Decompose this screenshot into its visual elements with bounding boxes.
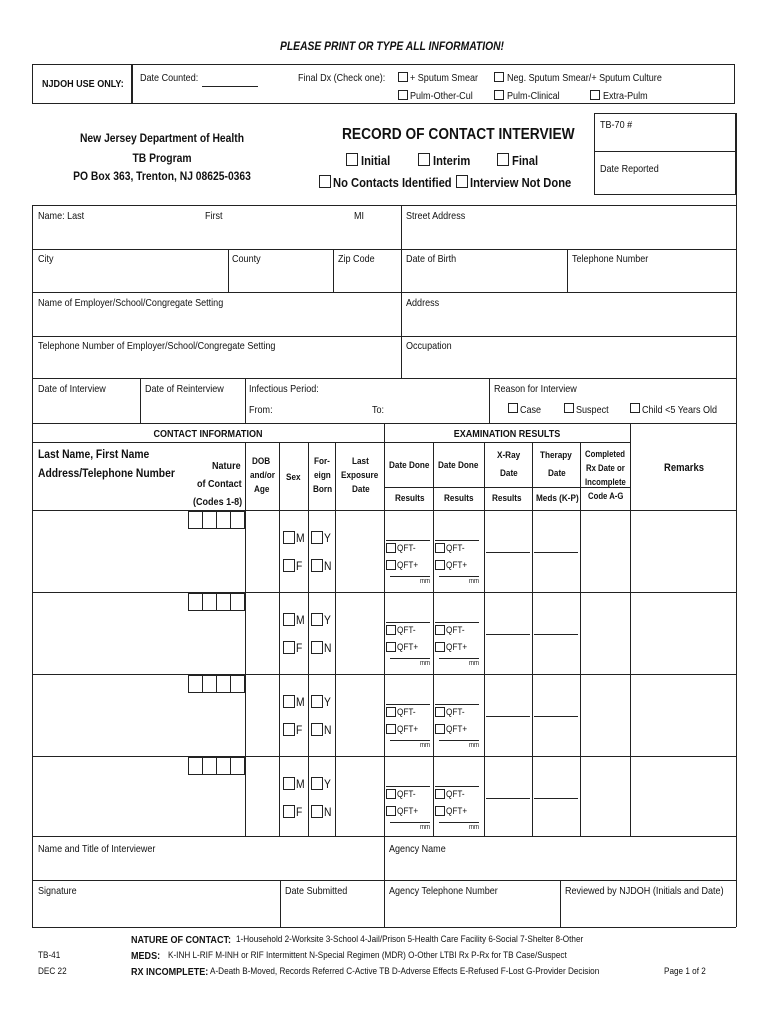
qft-pos-label: QFT+ <box>397 724 419 735</box>
date-reinterview-label: Date of Reinterview <box>145 383 224 395</box>
col-therapy-2: Date <box>548 468 566 479</box>
foreign-no-label: N <box>324 723 332 737</box>
col-nature-3: (Codes 1-8) <box>193 496 243 508</box>
foreign-yes-checkbox[interactable] <box>311 777 323 790</box>
xray-result-line[interactable] <box>486 798 530 799</box>
infectious-period-label: Infectious Period: <box>249 383 319 395</box>
date-counted-label: Date Counted: <box>140 72 199 84</box>
agency-line-1: New Jersey Department of Health <box>79 131 245 145</box>
qft-pos-label: QFT+ <box>446 806 468 817</box>
qft-pos-checkbox[interactable] <box>386 806 396 816</box>
foreign-yes-checkbox[interactable] <box>311 531 323 544</box>
meds-line[interactable] <box>534 798 578 799</box>
xray-result-line[interactable] <box>486 634 530 635</box>
dx-pulm-other-label: Pulm-Other-Cul <box>410 90 473 102</box>
qft-neg-label: QFT- <box>397 707 416 718</box>
qft-neg-label: QFT- <box>446 789 465 800</box>
col-exposure-2: Exposure <box>341 470 379 481</box>
dx-neg-smear-label: Neg. Sputum Smear/+ Sputum Culture <box>507 72 662 84</box>
qft-pos-label: QFT+ <box>397 560 419 571</box>
date-interview-label: Date of Interview <box>38 383 106 395</box>
date-submitted-label: Date Submitted <box>285 885 348 897</box>
zip-code-label: Zip Code <box>338 253 375 265</box>
sex-f-label: F <box>296 723 303 737</box>
reason-child-checkbox[interactable] <box>630 403 640 413</box>
city-label: City <box>38 253 54 265</box>
tb70-label: TB-70 # <box>600 119 633 131</box>
not-done-checkbox[interactable] <box>456 175 468 188</box>
qft-pos-checkbox[interactable] <box>435 806 445 816</box>
col-date-done-1: Date Done <box>389 460 430 471</box>
qft-neg-checkbox[interactable] <box>386 625 396 635</box>
foreign-no-label: N <box>324 805 332 819</box>
meds-line[interactable] <box>534 552 578 553</box>
qft-neg-checkbox[interactable] <box>435 543 445 553</box>
dx-pulm-clinical-checkbox[interactable] <box>494 90 504 100</box>
col-exposure-3: Date <box>352 484 370 495</box>
reason-child-label: Child <5 Years Old <box>642 404 718 416</box>
instruction-text: PLEASE PRINT OR TYPE ALL INFORMATION! <box>280 39 504 53</box>
dx-extra-pulm-checkbox[interactable] <box>590 90 600 100</box>
foreign-no-checkbox[interactable] <box>311 805 323 818</box>
from-label: From: <box>249 404 273 416</box>
sex-m-label: M <box>296 613 305 627</box>
reason-suspect-checkbox[interactable] <box>564 403 574 413</box>
qft-neg-checkbox[interactable] <box>386 789 396 799</box>
col-results-1: Results <box>395 493 425 504</box>
col-date-done-2: Date Done <box>438 460 479 471</box>
col-sex: Sex <box>286 472 301 483</box>
col-results-3: Results <box>492 493 522 504</box>
dx-pulm-clinical-label: Pulm-Clinical <box>507 90 560 102</box>
qft-pos-checkbox[interactable] <box>435 560 445 570</box>
meds-line[interactable] <box>534 634 578 635</box>
qft-neg-label: QFT- <box>397 625 416 636</box>
meds-legend-text: K-INH L-RIF M-INH or RIF Intermittent N-Special Regimen (MDR) O-Other LTBI Rx P-Rx for TB Case/Suspect <box>168 950 567 961</box>
col-xray-2: Date <box>500 468 518 479</box>
final-dx-label: Final Dx (Check one): <box>298 72 386 84</box>
occupation-label: Occupation <box>406 340 452 352</box>
mm-unit: mm <box>420 660 431 667</box>
reason-case-label: Case <box>520 404 542 416</box>
col-name-header-2: Address/Telephone Number <box>38 466 175 480</box>
sex-f-label: F <box>296 641 303 655</box>
mm-unit: mm <box>420 742 431 749</box>
qft-neg-label: QFT- <box>397 543 416 554</box>
qft-pos-label: QFT+ <box>397 642 419 653</box>
form-title: RECORD OF CONTACT INTERVIEW <box>342 126 575 143</box>
sex-m-label: M <box>296 695 305 709</box>
qft-pos-checkbox[interactable] <box>435 642 445 652</box>
col-completed-1: Completed <box>585 449 626 459</box>
date-counted-line[interactable] <box>202 86 258 87</box>
foreign-yes-checkbox[interactable] <box>311 613 323 626</box>
foreign-yes-label: Y <box>324 777 331 791</box>
to-label: To: <box>372 404 385 416</box>
signature-label: Signature <box>38 885 77 897</box>
qft-pos-label: QFT+ <box>446 642 468 653</box>
sex-f-checkbox[interactable] <box>283 641 295 654</box>
col-remarks: Remarks <box>664 462 704 474</box>
telephone-label: Telephone Number <box>572 253 649 265</box>
sex-f-checkbox[interactable] <box>283 559 295 572</box>
qft-pos-label: QFT+ <box>397 806 419 817</box>
col-nature-2: of Contact <box>197 478 242 490</box>
foreign-yes-checkbox[interactable] <box>311 695 323 708</box>
reviewed-label: Reviewed by NJDOH (Initials and Date) <box>565 885 724 897</box>
page-number: Page 1 of 2 <box>664 966 706 977</box>
qft-neg-checkbox[interactable] <box>435 707 445 717</box>
col-dob-2: and/or <box>250 470 275 481</box>
street-address-label: Street Address <box>406 210 466 222</box>
sex-m-checkbox[interactable] <box>283 777 295 790</box>
agency-line-2: TB Program <box>132 151 192 165</box>
not-done-label: Interview Not Done <box>470 175 572 190</box>
agency-line-3: PO Box 363, Trenton, NJ 08625-0363 <box>73 169 251 183</box>
rx-legend-label: RX INCOMPLETE: <box>131 966 209 978</box>
col-results-2: Results <box>444 493 474 504</box>
nature-legend-label: NATURE OF CONTACT: <box>131 934 231 946</box>
agency-name-label: Agency Name <box>389 843 446 855</box>
name-last-label: Name: Last <box>38 210 85 222</box>
employer-phone-label: Telephone Number of Employer/School/Congregate Setting <box>38 340 276 352</box>
qft-pos-label: QFT+ <box>446 560 468 571</box>
dx-extra-pulm-label: Extra-Pulm <box>603 90 648 102</box>
qft-pos-checkbox[interactable] <box>386 724 396 734</box>
qft-pos-checkbox[interactable] <box>386 560 396 570</box>
county-label: County <box>232 253 261 265</box>
first-name-label: First <box>205 210 223 222</box>
col-xray-1: X-Ray <box>497 450 521 461</box>
interviewer-label: Name and Title of Interviewer <box>38 843 156 855</box>
foreign-no-checkbox[interactable] <box>311 559 323 572</box>
initial-label: Initial <box>361 153 391 168</box>
dx-smear-label: + Sputum Smear <box>410 72 479 84</box>
mm-unit: mm <box>420 578 431 585</box>
sex-f-checkbox[interactable] <box>283 805 295 818</box>
col-foreign-2: eign <box>314 470 331 481</box>
interim-label: Interim <box>433 153 471 168</box>
col-meds: Meds (K-P) <box>536 493 579 504</box>
employer-address-label: Address <box>406 297 440 309</box>
xray-result-line[interactable] <box>486 716 530 717</box>
date-reported-label: Date Reported <box>600 163 659 175</box>
sex-m-label: M <box>296 777 305 791</box>
sex-m-checkbox[interactable] <box>283 613 295 626</box>
col-foreign-3: Born <box>313 484 333 495</box>
qft-pos-checkbox[interactable] <box>386 642 396 652</box>
initial-checkbox[interactable] <box>346 153 358 166</box>
sex-f-label: F <box>296 805 303 819</box>
no-contacts-label: No Contacts Identified <box>333 175 452 190</box>
col-nature-1: Nature <box>212 460 241 472</box>
qft-neg-label: QFT- <box>446 625 465 636</box>
col-dob-1: DOB <box>252 456 271 467</box>
exam-results-header: EXAMINATION RESULTS <box>453 428 561 440</box>
mm-unit: mm <box>469 824 480 831</box>
qft-pos-checkbox[interactable] <box>435 724 445 734</box>
qft-neg-checkbox[interactable] <box>386 543 396 553</box>
form-date: DEC 22 <box>38 966 67 977</box>
xray-result-line[interactable] <box>486 552 530 553</box>
reason-case-checkbox[interactable] <box>508 403 518 413</box>
reason-label: Reason for Interview <box>494 383 577 395</box>
mi-label: MI <box>354 210 365 222</box>
form-id: TB-41 <box>38 950 61 961</box>
col-therapy-1: Therapy <box>540 450 572 461</box>
meds-legend-label: MEDS: <box>131 950 161 962</box>
col-name-header-1: Last Name, First Name <box>38 447 150 461</box>
contact-info-header: CONTACT INFORMATION <box>153 428 263 440</box>
dx-neg-smear-checkbox[interactable] <box>494 72 504 82</box>
col-dob-3: Age <box>254 484 270 495</box>
foreign-no-label: N <box>324 559 332 573</box>
meds-line[interactable] <box>534 716 578 717</box>
qft-pos-label: QFT+ <box>446 724 468 735</box>
foreign-yes-label: Y <box>324 613 331 627</box>
foreign-no-checkbox[interactable] <box>311 723 323 736</box>
qft-neg-label: QFT- <box>446 543 465 554</box>
mm-unit: mm <box>420 824 431 831</box>
qft-neg-checkbox[interactable] <box>386 707 396 717</box>
col-exposure-1: Last <box>352 456 369 467</box>
foreign-yes-label: Y <box>324 695 331 709</box>
foreign-no-label: N <box>324 641 332 655</box>
employer-label: Name of Employer/School/Congregate Setting <box>38 297 224 309</box>
sex-f-label: F <box>296 559 303 573</box>
final-checkbox[interactable] <box>497 153 509 166</box>
qft-neg-checkbox[interactable] <box>435 625 445 635</box>
rx-legend-text: A-Death B-Moved, Records Referred C-Active TB D-Adverse Effects E-Refused F-Lost G-Provider Decision <box>210 966 600 977</box>
qft-neg-label: QFT- <box>397 789 416 800</box>
qft-neg-checkbox[interactable] <box>435 789 445 799</box>
sex-m-label: M <box>296 531 305 545</box>
interim-checkbox[interactable] <box>418 153 430 166</box>
njdoh-use-only-label: NJDOH USE ONLY: <box>42 78 124 90</box>
sex-f-checkbox[interactable] <box>283 723 295 736</box>
foreign-no-checkbox[interactable] <box>311 641 323 654</box>
reason-suspect-label: Suspect <box>576 404 609 416</box>
col-completed-3: Incomplete <box>585 477 626 487</box>
no-contacts-checkbox[interactable] <box>319 175 331 188</box>
col-completed-2: Rx Date or <box>586 463 625 473</box>
col-completed-4: Code A-G <box>588 491 624 501</box>
dob-label: Date of Birth <box>406 253 457 265</box>
agency-phone-label: Agency Telephone Number <box>389 885 498 897</box>
col-foreign-1: For- <box>314 456 330 467</box>
final-label: Final <box>512 153 539 168</box>
dx-smear-checkbox[interactable] <box>398 72 408 82</box>
qft-neg-label: QFT- <box>446 707 465 718</box>
foreign-yes-label: Y <box>324 531 331 545</box>
dx-pulm-other-checkbox[interactable] <box>398 90 408 100</box>
mm-unit: mm <box>469 578 480 585</box>
nature-legend-text: 1-Household 2-Worksite 3-School 4-Jail/Prison 5-Health Care Facility 6-Social 7-Shelter 8-Other <box>236 934 584 945</box>
mm-unit: mm <box>469 742 480 749</box>
sex-m-checkbox[interactable] <box>283 531 295 544</box>
sex-m-checkbox[interactable] <box>283 695 295 708</box>
mm-unit: mm <box>469 660 480 667</box>
